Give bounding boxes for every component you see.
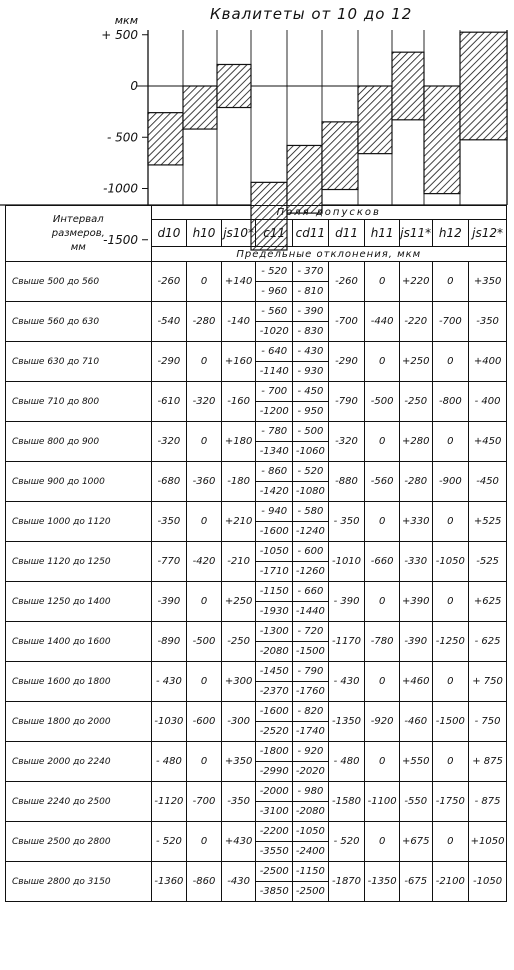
deviation-c11-lower: -3850 <box>256 881 292 901</box>
deviation-cd11-lower: -1260 <box>293 561 328 581</box>
tolerance-table <box>5 205 507 902</box>
deviation-h10: 0 <box>187 342 222 382</box>
deviation-js11: -280 <box>399 462 432 502</box>
deviation-h11: 0 <box>365 342 400 382</box>
deviation-cd11-upper: -1150 <box>295 866 325 877</box>
deviation-h11: 0 <box>365 422 400 462</box>
size-interval-label: Свыше 1000 до 1120 <box>6 502 152 542</box>
deviation-h11: -1100 <box>365 782 400 822</box>
deviation-js12: -525 <box>469 542 507 582</box>
deviation-c11-lower: -1200 <box>256 401 292 421</box>
deviation-js11: +330 <box>399 502 432 542</box>
deviation-h12: -1050 <box>432 542 469 582</box>
deviation-c11-upper: -2500 <box>259 866 289 877</box>
deviation-d10: -890 <box>151 622 187 662</box>
column-header-d10: d10 <box>151 220 187 247</box>
size-interval-label: Свыше 560 до 630 <box>6 302 152 342</box>
deviation-d10: -770 <box>151 542 187 582</box>
deviation-d11: - 480 <box>328 742 365 782</box>
deviation-cd11-lower: -1500 <box>293 641 328 661</box>
deviation-js10: +180 <box>221 422 256 462</box>
deviation-h11: -920 <box>365 702 400 742</box>
column-header-d11: d11 <box>328 220 365 247</box>
table-row <box>6 262 507 302</box>
deviation-js12: - 400 <box>469 382 507 422</box>
deviation-cd11 <box>293 782 329 822</box>
table-row <box>6 302 507 342</box>
deviation-h10: -360 <box>187 462 222 502</box>
deviation-cd11 <box>293 742 329 782</box>
deviation-d10: -680 <box>151 462 187 502</box>
deviation-js12: - 875 <box>469 782 507 822</box>
deviation-cd11-upper: - 430 <box>297 346 324 357</box>
column-header-cd11: cd11 <box>293 220 329 247</box>
deviation-d11: -320 <box>328 422 365 462</box>
deviation-c11 <box>256 262 293 302</box>
deviation-h12: 0 <box>432 262 469 302</box>
deviation-js10: -250 <box>221 622 256 662</box>
y-tick-label: + 500 <box>101 27 138 42</box>
deviation-js10: +300 <box>221 662 256 702</box>
deviation-d10: -260 <box>151 262 187 302</box>
column-header-h12: h12 <box>432 220 469 247</box>
deviation-d11: -290 <box>328 342 365 382</box>
deviation-js12: +1050 <box>469 822 507 862</box>
deviation-d10: -1360 <box>151 862 187 902</box>
deviation-cd11-upper: - 450 <box>297 386 324 397</box>
table-row <box>6 862 507 902</box>
column-header-h11: h11 <box>365 220 400 247</box>
table-row <box>6 782 507 822</box>
size-interval-label: Свыше 500 до 560 <box>6 262 152 302</box>
deviation-cd11-upper: - 720 <box>297 626 324 637</box>
deviation-h10: -420 <box>187 542 222 582</box>
tolerance-band-h11 <box>358 86 392 154</box>
deviation-cd11-lower: -1080 <box>293 481 328 501</box>
deviation-c11-upper: -2200 <box>259 826 289 837</box>
tolerance-band-js12 <box>460 32 507 140</box>
y-tick-label: -1000 <box>103 181 138 196</box>
deviation-js11: -460 <box>399 702 432 742</box>
deviation-c11-lower: -1420 <box>256 481 292 501</box>
deviation-h11: -440 <box>365 302 400 342</box>
deviation-d10: - 430 <box>151 662 187 702</box>
y-tick-label: -1500 <box>103 232 138 247</box>
page-title: Квалитеты от 10 до 12 <box>210 5 413 23</box>
size-interval-label: Свыше 1120 до 1250 <box>6 542 152 582</box>
deviation-js10: -160 <box>221 382 256 422</box>
deviation-c11-lower: -2990 <box>256 761 292 781</box>
deviation-js11: -675 <box>399 862 432 902</box>
deviation-d11: -790 <box>328 382 365 422</box>
deviation-d11: -1350 <box>328 702 365 742</box>
deviation-d10: - 480 <box>151 742 187 782</box>
deviation-c11 <box>256 662 293 702</box>
deviation-h11: 0 <box>365 662 400 702</box>
column-header-c11: c11 <box>256 220 293 247</box>
deviation-d10: -320 <box>151 422 187 462</box>
deviation-js11: +460 <box>399 662 432 702</box>
deviation-h10: 0 <box>187 662 222 702</box>
deviation-h12: 0 <box>432 502 469 542</box>
deviation-c11-upper: -1050 <box>259 546 289 557</box>
deviation-h10: -700 <box>187 782 222 822</box>
deviation-cd11 <box>293 582 329 622</box>
deviation-js12: - 625 <box>469 622 507 662</box>
deviation-c11 <box>256 862 293 902</box>
deviation-cd11 <box>293 382 329 422</box>
deviation-cd11 <box>293 862 329 902</box>
deviation-cd11 <box>293 302 329 342</box>
size-interval-label: Свыше 1250 до 1400 <box>6 582 152 622</box>
deviation-cd11-upper: - 390 <box>297 306 324 317</box>
deviation-js10: -180 <box>221 462 256 502</box>
size-interval-label: Свыше 710 до 800 <box>6 382 152 422</box>
size-interval-header-line2: размеров, <box>51 227 105 239</box>
tolerance-band-h12 <box>424 86 460 194</box>
deviation-d10: -540 <box>151 302 187 342</box>
deviation-h10: -600 <box>187 702 222 742</box>
deviation-c11 <box>256 622 293 662</box>
deviation-cd11-lower: -2020 <box>293 761 328 781</box>
deviation-cd11-lower: -1060 <box>293 441 328 461</box>
deviation-c11-upper: - 640 <box>261 346 288 357</box>
deviation-js11: +250 <box>399 342 432 382</box>
deviation-cd11 <box>293 262 329 302</box>
deviation-h12: 0 <box>432 822 469 862</box>
deviation-js11: +390 <box>399 582 432 622</box>
deviation-d10: - 520 <box>151 822 187 862</box>
deviation-cd11-lower: -1760 <box>293 681 328 701</box>
table-row <box>6 622 507 662</box>
tolerance-band-h10 <box>183 86 217 129</box>
deviation-js12: - 750 <box>469 702 507 742</box>
deviation-c11-upper: -1800 <box>259 746 289 757</box>
deviation-c11-lower: -2370 <box>256 681 292 701</box>
deviation-js10: -430 <box>221 862 256 902</box>
deviation-h11: 0 <box>365 822 400 862</box>
deviation-h10: -320 <box>187 382 222 422</box>
size-interval-label: Свыше 1600 до 1800 <box>6 662 152 702</box>
column-header-h10: h10 <box>187 220 222 247</box>
deviation-cd11-lower: - 830 <box>293 321 328 341</box>
deviation-cd11-lower: - 930 <box>293 361 328 381</box>
deviation-js10: +430 <box>221 822 256 862</box>
deviation-js12: + 875 <box>469 742 507 782</box>
deviation-cd11-upper: - 370 <box>297 266 324 277</box>
deviation-d11: -1010 <box>328 542 365 582</box>
deviation-h12: -1750 <box>432 782 469 822</box>
deviation-c11-lower: -2080 <box>256 641 292 661</box>
deviation-h11: 0 <box>365 502 400 542</box>
deviation-cd11-lower: -1740 <box>293 721 328 741</box>
deviation-js12: -350 <box>469 302 507 342</box>
deviation-c11 <box>256 342 293 382</box>
deviation-c11-lower: -1340 <box>256 441 292 461</box>
deviation-cd11 <box>293 342 329 382</box>
deviation-js12: +350 <box>469 262 507 302</box>
deviation-c11 <box>256 462 293 502</box>
deviation-h12: 0 <box>432 582 469 622</box>
deviation-c11-lower: -1140 <box>256 361 292 381</box>
deviation-cd11-lower: -1440 <box>293 601 328 621</box>
deviation-h11: -780 <box>365 622 400 662</box>
deviation-c11 <box>256 502 293 542</box>
deviation-js10: +210 <box>221 502 256 542</box>
column-header-js12: js12* <box>469 220 507 247</box>
deviation-c11-lower: -1020 <box>256 321 292 341</box>
deviation-c11 <box>256 822 293 862</box>
deviation-d11: -700 <box>328 302 365 342</box>
deviation-h12: -900 <box>432 462 469 502</box>
deviation-d11: - 430 <box>328 662 365 702</box>
size-interval-header <box>6 206 152 262</box>
y-tick-label: 0 <box>130 79 138 93</box>
deviation-d11: - 350 <box>328 502 365 542</box>
deviation-cd11-lower: - 950 <box>293 401 328 421</box>
deviation-d11: -1170 <box>328 622 365 662</box>
deviation-c11-upper: -2000 <box>259 786 289 797</box>
deviation-h12: 0 <box>432 742 469 782</box>
deviation-cd11-upper: - 660 <box>297 586 324 597</box>
table-row <box>6 502 507 542</box>
size-interval-label: Свыше 1800 до 2000 <box>6 702 152 742</box>
deviation-h10: 0 <box>187 262 222 302</box>
deviation-js11: -220 <box>399 302 432 342</box>
size-interval-header-line3: мм <box>70 241 86 253</box>
deviation-cd11 <box>293 702 329 742</box>
size-interval-header-line1: Интервал <box>52 213 104 225</box>
deviation-h11: -500 <box>365 382 400 422</box>
deviation-js12: +450 <box>469 422 507 462</box>
deviation-c11-upper: -1600 <box>259 706 289 717</box>
deviation-h11: 0 <box>365 582 400 622</box>
deviation-d11: - 390 <box>328 582 365 622</box>
deviation-c11 <box>256 702 293 742</box>
table-row <box>6 342 507 382</box>
deviation-c11-upper: - 940 <box>261 506 288 517</box>
deviation-c11-lower: -1930 <box>256 601 292 621</box>
deviation-c11 <box>256 382 293 422</box>
deviation-js10: +160 <box>221 342 256 382</box>
deviation-cd11-lower: -2400 <box>293 841 328 861</box>
deviation-h10: -280 <box>187 302 222 342</box>
deviation-js10: -140 <box>221 302 256 342</box>
deviation-cd11 <box>293 542 329 582</box>
size-interval-label: Свыше 1400 до 1600 <box>6 622 152 662</box>
deviation-cd11-lower: -2080 <box>293 801 328 821</box>
size-interval-label: Свыше 800 до 900 <box>6 422 152 462</box>
deviation-cd11 <box>293 662 329 702</box>
y-axis-unit: мкм <box>114 14 138 27</box>
deviation-d10: -290 <box>151 342 187 382</box>
deviation-js10: -210 <box>221 542 256 582</box>
deviation-c11 <box>256 742 293 782</box>
deviation-c11-lower: - 960 <box>256 281 292 301</box>
deviation-cd11-upper: - 580 <box>297 506 324 517</box>
deviation-h10: 0 <box>187 502 222 542</box>
deviation-d11: -880 <box>328 462 365 502</box>
deviation-h11: 0 <box>365 742 400 782</box>
deviation-c11-lower: -1710 <box>256 561 292 581</box>
deviation-c11-upper: -1300 <box>259 626 289 637</box>
table-row <box>6 422 507 462</box>
deviation-js10: -350 <box>221 782 256 822</box>
deviation-js10: +140 <box>221 262 256 302</box>
deviation-js12: +625 <box>469 582 507 622</box>
deviation-h12: 0 <box>432 662 469 702</box>
deviation-d10: -350 <box>151 502 187 542</box>
deviation-cd11-upper: - 980 <box>297 786 324 797</box>
deviation-h10: -500 <box>187 622 222 662</box>
column-header-js10: js10* <box>221 220 256 247</box>
deviation-cd11-upper: - 920 <box>297 746 324 757</box>
deviation-js12: -450 <box>469 462 507 502</box>
deviation-js12: +400 <box>469 342 507 382</box>
table-row <box>6 702 507 742</box>
deviations-header: Предельные отклонения, мкм <box>151 247 506 262</box>
deviation-c11-lower: -2520 <box>256 721 292 741</box>
table-row <box>6 382 507 422</box>
tolerance-band-d11 <box>322 122 358 190</box>
deviation-c11 <box>256 302 293 342</box>
deviation-js11: +220 <box>399 262 432 302</box>
deviation-h11: -560 <box>365 462 400 502</box>
deviation-c11-upper: - 860 <box>261 466 288 477</box>
deviation-js10: +350 <box>221 742 256 782</box>
deviation-h11: 0 <box>365 262 400 302</box>
deviation-cd11-lower: -2500 <box>293 881 328 901</box>
deviation-d10: -390 <box>151 582 187 622</box>
table-row <box>6 822 507 862</box>
deviation-h10: 0 <box>187 582 222 622</box>
deviation-d10: -610 <box>151 382 187 422</box>
deviation-js10: -300 <box>221 702 256 742</box>
deviation-js12: + 750 <box>469 662 507 702</box>
size-interval-label: Свыше 900 до 1000 <box>6 462 152 502</box>
deviation-d11: - 520 <box>328 822 365 862</box>
deviation-js11: -250 <box>399 382 432 422</box>
deviation-h10: 0 <box>187 822 222 862</box>
deviation-js12: +525 <box>469 502 507 542</box>
table-row <box>6 582 507 622</box>
deviation-cd11-upper: - 790 <box>297 666 324 677</box>
deviation-c11 <box>256 542 293 582</box>
deviation-h10: -860 <box>187 862 222 902</box>
size-interval-label: Свыше 2240 до 2500 <box>6 782 152 822</box>
deviation-js11: -550 <box>399 782 432 822</box>
deviation-c11-lower: -3550 <box>256 841 292 861</box>
deviation-cd11-lower: - 810 <box>293 281 328 301</box>
deviation-d10: -1030 <box>151 702 187 742</box>
table-row <box>6 742 507 782</box>
deviation-js10: +250 <box>221 582 256 622</box>
deviation-cd11 <box>293 822 329 862</box>
deviation-c11 <box>256 582 293 622</box>
deviation-c11-upper: -1150 <box>259 586 289 597</box>
deviation-c11 <box>256 422 293 462</box>
deviation-cd11 <box>293 462 329 502</box>
table-row <box>6 662 507 702</box>
deviation-d11: -1870 <box>328 862 365 902</box>
deviation-h11: -660 <box>365 542 400 582</box>
size-interval-label: Свыше 2800 до 3150 <box>6 862 152 902</box>
deviation-js11: -330 <box>399 542 432 582</box>
deviation-js11: +550 <box>399 742 432 782</box>
deviation-js12: -1050 <box>469 862 507 902</box>
deviation-c11-upper: - 700 <box>261 386 288 397</box>
deviation-d10: -1120 <box>151 782 187 822</box>
deviation-cd11 <box>293 502 329 542</box>
deviation-d11: -1580 <box>328 782 365 822</box>
tolerance-band-js10 <box>217 64 251 107</box>
deviation-h12: -1250 <box>432 622 469 662</box>
table-row <box>6 542 507 582</box>
deviation-cd11-upper: - 600 <box>297 546 324 557</box>
deviation-h10: 0 <box>187 422 222 462</box>
deviation-h12: -2100 <box>432 862 469 902</box>
deviation-cd11 <box>293 622 329 662</box>
deviation-c11-upper: -1450 <box>259 666 289 677</box>
deviation-h11: -1350 <box>365 862 400 902</box>
deviation-js11: -390 <box>399 622 432 662</box>
size-interval-label: Свыше 2500 до 2800 <box>6 822 152 862</box>
deviation-h12: 0 <box>432 422 469 462</box>
deviation-c11-upper: - 780 <box>261 426 288 437</box>
deviation-d11: -260 <box>328 262 365 302</box>
deviation-cd11-upper: -1050 <box>295 826 325 837</box>
deviation-c11-upper: - 560 <box>261 306 288 317</box>
deviation-c11-upper: - 520 <box>261 266 288 277</box>
deviation-js11: +675 <box>399 822 432 862</box>
deviation-js11: +280 <box>399 422 432 462</box>
tolerance-band-d10 <box>148 113 183 165</box>
deviation-c11-lower: -3100 <box>256 801 292 821</box>
deviation-h12: -1500 <box>432 702 469 742</box>
column-header-js11: js11* <box>399 220 432 247</box>
tolerance-band-cd11 <box>287 145 322 213</box>
tolerance-fields-header: Поля допусков <box>151 206 506 220</box>
deviation-cd11-lower: -1240 <box>293 521 328 541</box>
deviation-h12: -700 <box>432 302 469 342</box>
deviation-cd11 <box>293 422 329 462</box>
size-interval-label: Свыше 2000 до 2240 <box>6 742 152 782</box>
tolerance-band-js11 <box>392 52 424 120</box>
deviation-cd11-upper: - 500 <box>297 426 324 437</box>
deviation-c11 <box>256 782 293 822</box>
deviation-h12: -800 <box>432 382 469 422</box>
deviation-h12: 0 <box>432 342 469 382</box>
y-tick-label: - 500 <box>106 130 138 145</box>
table-row <box>6 462 507 502</box>
deviation-cd11-upper: - 520 <box>297 466 324 477</box>
deviation-c11-lower: -1600 <box>256 521 292 541</box>
deviation-h10: 0 <box>187 742 222 782</box>
size-interval-label: Свыше 630 до 710 <box>6 342 152 382</box>
deviation-cd11-upper: - 820 <box>297 706 324 717</box>
